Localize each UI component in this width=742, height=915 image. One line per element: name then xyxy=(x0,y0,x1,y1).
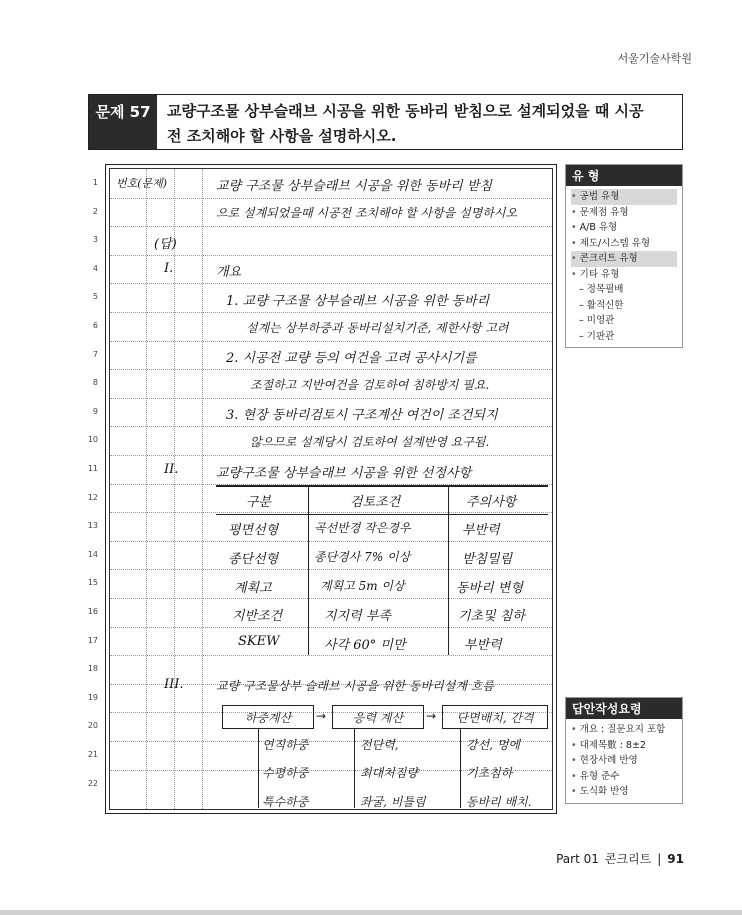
answer-line-2: 으로 설계되었을때 시공전 조치해야 할 사항을 설명하시오 xyxy=(216,206,518,220)
sidebar-type-box xyxy=(565,164,683,348)
flow-item: 최대처짐량 xyxy=(360,766,418,780)
sidebar-guide-list xyxy=(566,719,682,803)
answer-sheet xyxy=(105,164,557,814)
table-cell: 기초및 침하 xyxy=(458,609,525,624)
sidebar-type-item xyxy=(571,220,677,236)
line-number: 17 xyxy=(87,635,98,645)
sidebar-guide-title: 답안작성요령 xyxy=(566,698,682,719)
sidebar-type-item xyxy=(571,189,677,205)
page-footer xyxy=(556,850,684,867)
table-cell: 부반력 xyxy=(464,638,502,653)
table-rule xyxy=(216,514,548,515)
flow-item: 좌굴, 비틀림 xyxy=(360,795,426,809)
footer-part: Part 01 xyxy=(556,851,599,866)
sidebar-type-item xyxy=(571,267,677,283)
table-rule xyxy=(308,485,309,655)
sidebar-guide-item xyxy=(571,769,677,785)
line-number: 3 xyxy=(92,235,98,245)
line-number: 12 xyxy=(87,492,98,502)
flow-branch xyxy=(258,728,259,808)
bullet-icon: • xyxy=(571,206,577,218)
line-number: 2 xyxy=(92,206,98,216)
bullet-icon: • xyxy=(571,724,577,735)
sidebar-type-subitem xyxy=(571,313,677,329)
line-number: 7 xyxy=(92,349,98,359)
flow-arrow: → xyxy=(426,709,437,723)
answer-line-18: 교량 구조물상부 슬래브 시공을 위한 동바리설계 흐름 xyxy=(216,679,494,693)
line-number: 16 xyxy=(87,607,98,616)
flow-step-1: 하중계산 xyxy=(222,705,314,729)
sidebar-subitem-label: 정목필배 xyxy=(586,284,624,295)
flow-item: 전단력, xyxy=(360,738,399,752)
line-number: 15 xyxy=(87,578,98,588)
flow-item: 수평하중 xyxy=(262,766,309,780)
table-cell: 계획고 xyxy=(234,581,272,596)
section-number: II. xyxy=(164,462,179,477)
answer-label: 번호(문제) xyxy=(116,177,168,190)
answer-line-5: 1. 교량 구조물 상부슬래브 시공을 위한 동바리 xyxy=(226,294,490,309)
flow-branch xyxy=(460,728,461,808)
flow-item: 강선, 멍에 xyxy=(466,738,520,752)
line-number: 21 xyxy=(87,750,98,759)
line-number: 22 xyxy=(87,778,98,788)
sidebar-type-label: 콘크리트 유형 xyxy=(579,253,638,264)
flow-step-3: 단면배치, 간격 xyxy=(442,705,548,729)
table-cell: SKEW xyxy=(238,634,280,649)
bottom-rule xyxy=(0,910,742,915)
dash-icon: – xyxy=(579,284,584,295)
sidebar-type-subitem xyxy=(571,282,677,298)
flow-item: 동바리 배치. xyxy=(466,795,532,809)
sidebar-guide-box xyxy=(565,697,683,804)
sidebar-guide-label: 개요 : 질문요지 포함 xyxy=(579,724,666,735)
question-number: 문제 57 xyxy=(89,95,157,149)
flow-step-2: 응력 계산 xyxy=(332,705,424,729)
bullet-icon: • xyxy=(571,191,577,202)
table-cell: 지반조건 xyxy=(232,609,283,624)
answer-line-4: 개요 xyxy=(216,265,242,280)
question-text xyxy=(157,95,682,149)
line-number: 5 xyxy=(92,292,98,302)
dash-icon: – xyxy=(579,330,584,342)
line-number: 19 xyxy=(87,692,98,702)
table-cell: 종단경사 7% 이상 xyxy=(314,550,411,564)
answer-line-1: 교량 구조물 상부슬래브 시공을 위한 동바리 받침 xyxy=(216,179,492,194)
sidebar-type-title: 유 형 xyxy=(566,165,682,186)
sidebar-type-item xyxy=(571,236,677,252)
bullet-icon: • xyxy=(571,786,577,797)
table-cell: 부반력 xyxy=(462,523,500,538)
bullet-icon: • xyxy=(571,770,577,782)
bullet-icon: • xyxy=(571,222,577,233)
sidebar-guide-item xyxy=(571,784,677,800)
table-rule xyxy=(448,485,449,655)
line-number: 18 xyxy=(87,664,98,674)
question-text-line1: 교량구조물 상부슬래브 시공을 위한 동바리 받침으로 설계되었을 때 시공 xyxy=(167,102,644,120)
sidebar-type-subitem xyxy=(571,298,677,314)
answer-line-9: 3. 현장 동바리검토시 구조계산 여건이 조건되지 xyxy=(226,408,498,423)
table-header-1: 구분 xyxy=(246,495,272,510)
flow-arrow: → xyxy=(316,709,327,723)
table-rule xyxy=(216,485,548,487)
table-header-2: 검토조건 xyxy=(350,495,401,510)
grid-row xyxy=(110,255,552,285)
answer-line-11: 교량구조물 상부슬래브 시공을 위한 선정사항 xyxy=(216,466,472,481)
table-cell: 계획고 5m 이상 xyxy=(320,579,405,593)
flow-item: 연직하중 xyxy=(262,738,309,752)
table-cell: 평면선형 xyxy=(228,523,279,538)
question-text-line2: 전 조치해야 할 사항을 설명하시오. xyxy=(167,127,397,145)
line-number: 1 xyxy=(92,178,98,187)
sidebar-subitem-label: 미영관 xyxy=(586,315,615,326)
header-source: 서울기술사학원 xyxy=(617,52,692,65)
line-number: 13 xyxy=(87,521,98,531)
answer-line-6: 설계는 상부하중과 동바리설치기준, 제한사항 고려 xyxy=(246,321,509,335)
bullet-icon: • xyxy=(571,268,577,280)
answer-line-3: (답) xyxy=(154,237,177,252)
table-cell: 종단선형 xyxy=(228,552,279,567)
line-number: 20 xyxy=(87,721,98,731)
sidebar-guide-label: 대제목數 : 8±2 xyxy=(579,739,646,751)
table-cell: 받침밀림 xyxy=(462,552,513,567)
line-number: 10 xyxy=(87,435,98,445)
dash-icon: – xyxy=(579,315,584,326)
dash-icon: – xyxy=(579,299,584,311)
footer-separator: | xyxy=(657,851,662,866)
sidebar-guide-label: 현장사례 반영 xyxy=(579,755,638,766)
line-number: 8 xyxy=(92,378,98,388)
answer-line-7: 2. 시공전 교량 등의 여건을 고려 공사시기를 xyxy=(226,351,477,366)
table-cell: 사각 60° 미만 xyxy=(324,638,406,653)
line-number: 14 xyxy=(87,549,98,559)
bullet-icon: • xyxy=(571,253,577,264)
question-box xyxy=(88,94,683,150)
answer-line-8: 조절하고 지반여건을 검토하여 침하방지 필요. xyxy=(250,378,490,392)
answer-line-10: 않으므로 설계당시 검토하여 설계반영 요구됨. xyxy=(250,435,490,449)
sidebar-type-label: 문제점 유형 xyxy=(579,206,629,218)
sidebar-type-label: 공법 유형 xyxy=(579,191,620,202)
sidebar-guide-item xyxy=(571,753,677,769)
page-number: 91 xyxy=(667,851,684,866)
table-cell: 곡선반경 작은경우 xyxy=(314,521,411,535)
line-number: 9 xyxy=(92,406,98,416)
sidebar-guide-label: 유형 준수 xyxy=(579,770,620,782)
table-cell: 지지력 부족 xyxy=(324,609,391,624)
sidebar-subitem-label: 기판관 xyxy=(586,330,615,342)
sidebar-subitem-label: 활적신한 xyxy=(586,299,624,311)
sidebar-type-item xyxy=(571,205,677,221)
flow-item: 기초침하 xyxy=(466,766,513,780)
sidebar-type-label: A/B 유형 xyxy=(579,222,618,233)
bullet-icon: • xyxy=(571,755,577,766)
bullet-icon: • xyxy=(571,739,577,751)
flow-branch xyxy=(354,728,355,808)
table-cell: 동바리 변형 xyxy=(456,581,523,596)
footer-chapter: 콘크리트 xyxy=(604,852,652,866)
sidebar-type-subitem xyxy=(571,329,677,345)
sidebar-guide-label: 도식화 반영 xyxy=(579,786,629,797)
sidebar-guide-item xyxy=(571,722,677,738)
sidebar-type-list xyxy=(566,186,682,347)
line-number: 6 xyxy=(92,321,98,330)
flow-item: 특수하중 xyxy=(262,795,309,809)
sidebar-guide-item xyxy=(571,738,677,754)
line-number: 11 xyxy=(87,464,98,473)
line-number: 4 xyxy=(92,263,98,273)
sidebar-type-item xyxy=(571,251,677,267)
section-number: III. xyxy=(164,677,184,692)
sidebar-type-label: 기타 유형 xyxy=(579,268,620,280)
table-header-3: 주의사항 xyxy=(466,495,517,510)
section-number: I. xyxy=(164,261,174,276)
sidebar-type-label: 제도/시스템 유형 xyxy=(579,237,651,249)
bullet-icon: • xyxy=(571,237,577,249)
answer-grid xyxy=(109,168,553,810)
